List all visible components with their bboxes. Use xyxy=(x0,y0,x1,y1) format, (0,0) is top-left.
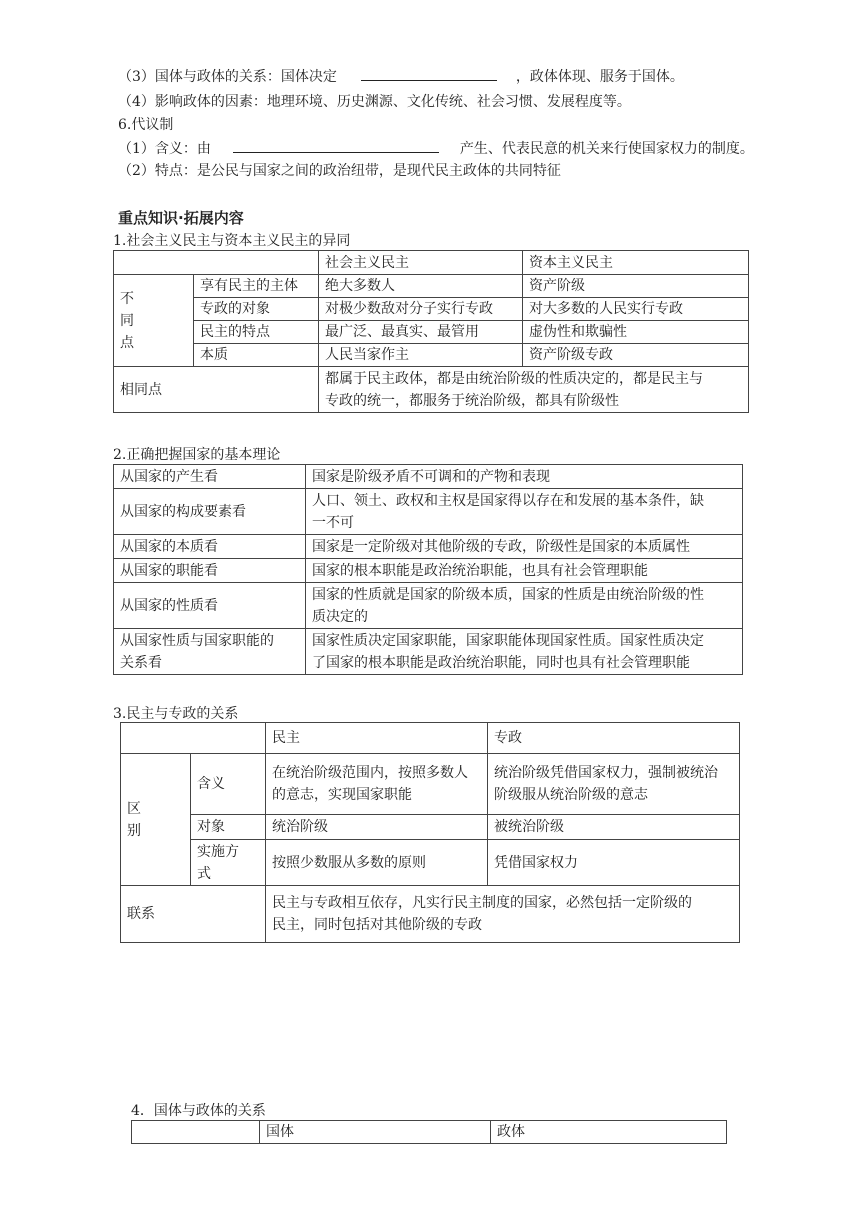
table3-cell-line: 统治阶级凭借国家权力，强制被统治 xyxy=(494,765,718,781)
intro-text: ，政体体现、服务于国体。 xyxy=(515,69,684,85)
comparison-table-1 xyxy=(113,250,749,413)
intro-text: （3）国体与政体的关系：国体决定 xyxy=(118,69,337,85)
fill-blank xyxy=(361,66,497,81)
table1-group-char: 不 xyxy=(120,290,134,307)
table1-cell: 资产阶级专政 xyxy=(523,344,749,367)
table3-cell-line: 在统治阶级范围内，按照多数人 xyxy=(272,765,468,781)
table2-caption: 2.正确把握国家的基本理论 xyxy=(113,447,281,463)
table1-group-char: 同 xyxy=(120,312,134,329)
table3-header: 专政 xyxy=(488,723,740,754)
table3-group-char: 区 xyxy=(127,800,141,817)
table2-value xyxy=(306,489,743,535)
intro-line-3 xyxy=(118,66,684,87)
table2-value-line: 人口、领土、政权和主权是国家得以存在和发展的基本条件，缺 xyxy=(312,492,704,509)
table2-value: 国家的根本职能是政治统治职能，也具有社会管理职能 xyxy=(306,559,743,583)
table3-group-label xyxy=(121,754,191,886)
table3-cell: 凭借国家权力 xyxy=(488,840,740,886)
table2-key xyxy=(114,629,306,675)
table2-value-line: 一不可 xyxy=(312,514,354,531)
table2-key-line: 关系看 xyxy=(120,654,162,671)
table2-key: 从国家的职能看 xyxy=(114,559,306,583)
table2-value-line: 了国家的根本职能是政治统治职能，同时也具有社会管理职能 xyxy=(312,654,690,671)
table1-row-label: 民主的特点 xyxy=(194,321,319,344)
table1-cell: 对极少数敌对分子实行专政 xyxy=(319,298,523,321)
table3-link-label: 联系 xyxy=(121,886,266,943)
table4-caption: 4．国体与政体的关系 xyxy=(131,1103,266,1119)
table1-header: 资本主义民主 xyxy=(523,251,749,275)
table3-caption: 3.民主与专政的关系 xyxy=(113,706,239,722)
table1-row-label: 本质 xyxy=(194,344,319,367)
table2-value xyxy=(306,629,743,675)
table3-row-label: 含义 xyxy=(191,754,266,815)
table1-cell: 资产阶级 xyxy=(523,275,749,298)
table1-same-text xyxy=(319,367,749,413)
table4-header-empty xyxy=(132,1121,260,1144)
table4-header: 政体 xyxy=(491,1121,727,1144)
table1-caption: 1.社会主义民主与资本主义民主的异同 xyxy=(113,233,351,249)
table2-key: 从国家的构成要素看 xyxy=(114,489,306,535)
state-theory-table xyxy=(113,464,743,675)
state-government-table xyxy=(131,1120,727,1144)
table1-group-char: 点 xyxy=(120,334,134,351)
table3-row-label-line: 式 xyxy=(197,865,211,882)
table1-header-empty xyxy=(114,251,319,275)
table3-link-text xyxy=(266,886,740,943)
table1-row-label: 专政的对象 xyxy=(194,298,319,321)
table1-cell: 绝大多数人 xyxy=(319,275,523,298)
table1-cell: 人民当家作主 xyxy=(319,344,523,367)
table2-key: 从国家的本质看 xyxy=(114,535,306,559)
table3-row-label: 对象 xyxy=(191,815,266,840)
table3-cell: 被统治阶级 xyxy=(488,815,740,840)
table2-value xyxy=(306,583,743,629)
table2-value: 国家是一定阶级对其他阶级的专政，阶级性是国家的本质属性 xyxy=(306,535,743,559)
table3-cell xyxy=(266,754,488,815)
table2-value: 国家是阶级矛盾不可调和的产物和表现 xyxy=(306,465,743,489)
table1-cell: 对大多数的人民实行专政 xyxy=(523,298,749,321)
intro-line-6: 6.代议制 xyxy=(118,117,174,133)
table4-header: 国体 xyxy=(260,1121,491,1144)
intro-line-6-1 xyxy=(118,138,754,159)
table2-key: 从国家的产生看 xyxy=(114,465,306,489)
table2-value-line: 国家性质决定国家职能，国家职能体现国家性质。国家性质决定 xyxy=(312,632,704,649)
table1-row-label: 享有民主的主体 xyxy=(194,275,319,298)
table3-cell-line: 阶级服从统治阶级的意志 xyxy=(494,787,648,803)
intro-line-6-2: （2）特点：是公民与国家之间的政治纽带，是现代民主政体的共同特征 xyxy=(118,163,561,179)
table1-cell: 最广泛、最真实、最管用 xyxy=(319,321,523,344)
section-heading: 重点知识·拓展内容 xyxy=(118,209,244,227)
table1-header: 社会主义民主 xyxy=(319,251,523,275)
table3-cell: 按照少数服从多数的原则 xyxy=(266,840,488,886)
table2-key: 从国家的性质看 xyxy=(114,583,306,629)
table3-header: 民主 xyxy=(266,723,488,754)
table1-same-label: 相同点 xyxy=(114,367,319,413)
table3-row-label-line: 实施方 xyxy=(197,843,239,860)
table1-same-line: 专政的统一，都服务于统治阶级，都具有阶级性 xyxy=(325,392,619,409)
intro-text: （1）含义：由 xyxy=(118,141,211,157)
table3-group-char: 别 xyxy=(127,822,141,839)
table1-cell: 虚伪性和欺骗性 xyxy=(523,321,749,344)
fill-blank xyxy=(233,138,439,153)
democracy-dictatorship-table xyxy=(120,722,740,943)
table3-cell xyxy=(488,754,740,815)
table1-same-line: 都属于民主政体，都是由统治阶级的性质决定的，都是民主与 xyxy=(325,370,703,387)
table2-value-line: 质决定的 xyxy=(312,608,368,625)
table3-link-line: 民主，同时包括对其他阶级的专政 xyxy=(272,917,482,933)
table3-cell: 统治阶级 xyxy=(266,815,488,840)
intro-text: 产生、代表民意的机关来行使国家权力的制度。 xyxy=(459,141,754,157)
table2-key-line: 从国家性质与国家职能的 xyxy=(120,632,274,649)
table3-cell-line: 的意志，实现国家职能 xyxy=(272,787,412,803)
table3-link-line: 民主与专政相互依存，凡实行民主制度的国家，必然包括一定阶级的 xyxy=(272,895,692,911)
table3-header-empty xyxy=(121,723,266,754)
table1-group-label xyxy=(114,275,194,367)
intro-line-4: （4）影响政体的因素：地理环境、历史渊源、文化传统、社会习惯、发展程度等。 xyxy=(118,94,631,110)
table2-value-line: 国家的性质就是国家的阶级本质，国家的性质是由统治阶级的性 xyxy=(312,586,704,603)
table3-row-label xyxy=(191,840,266,886)
